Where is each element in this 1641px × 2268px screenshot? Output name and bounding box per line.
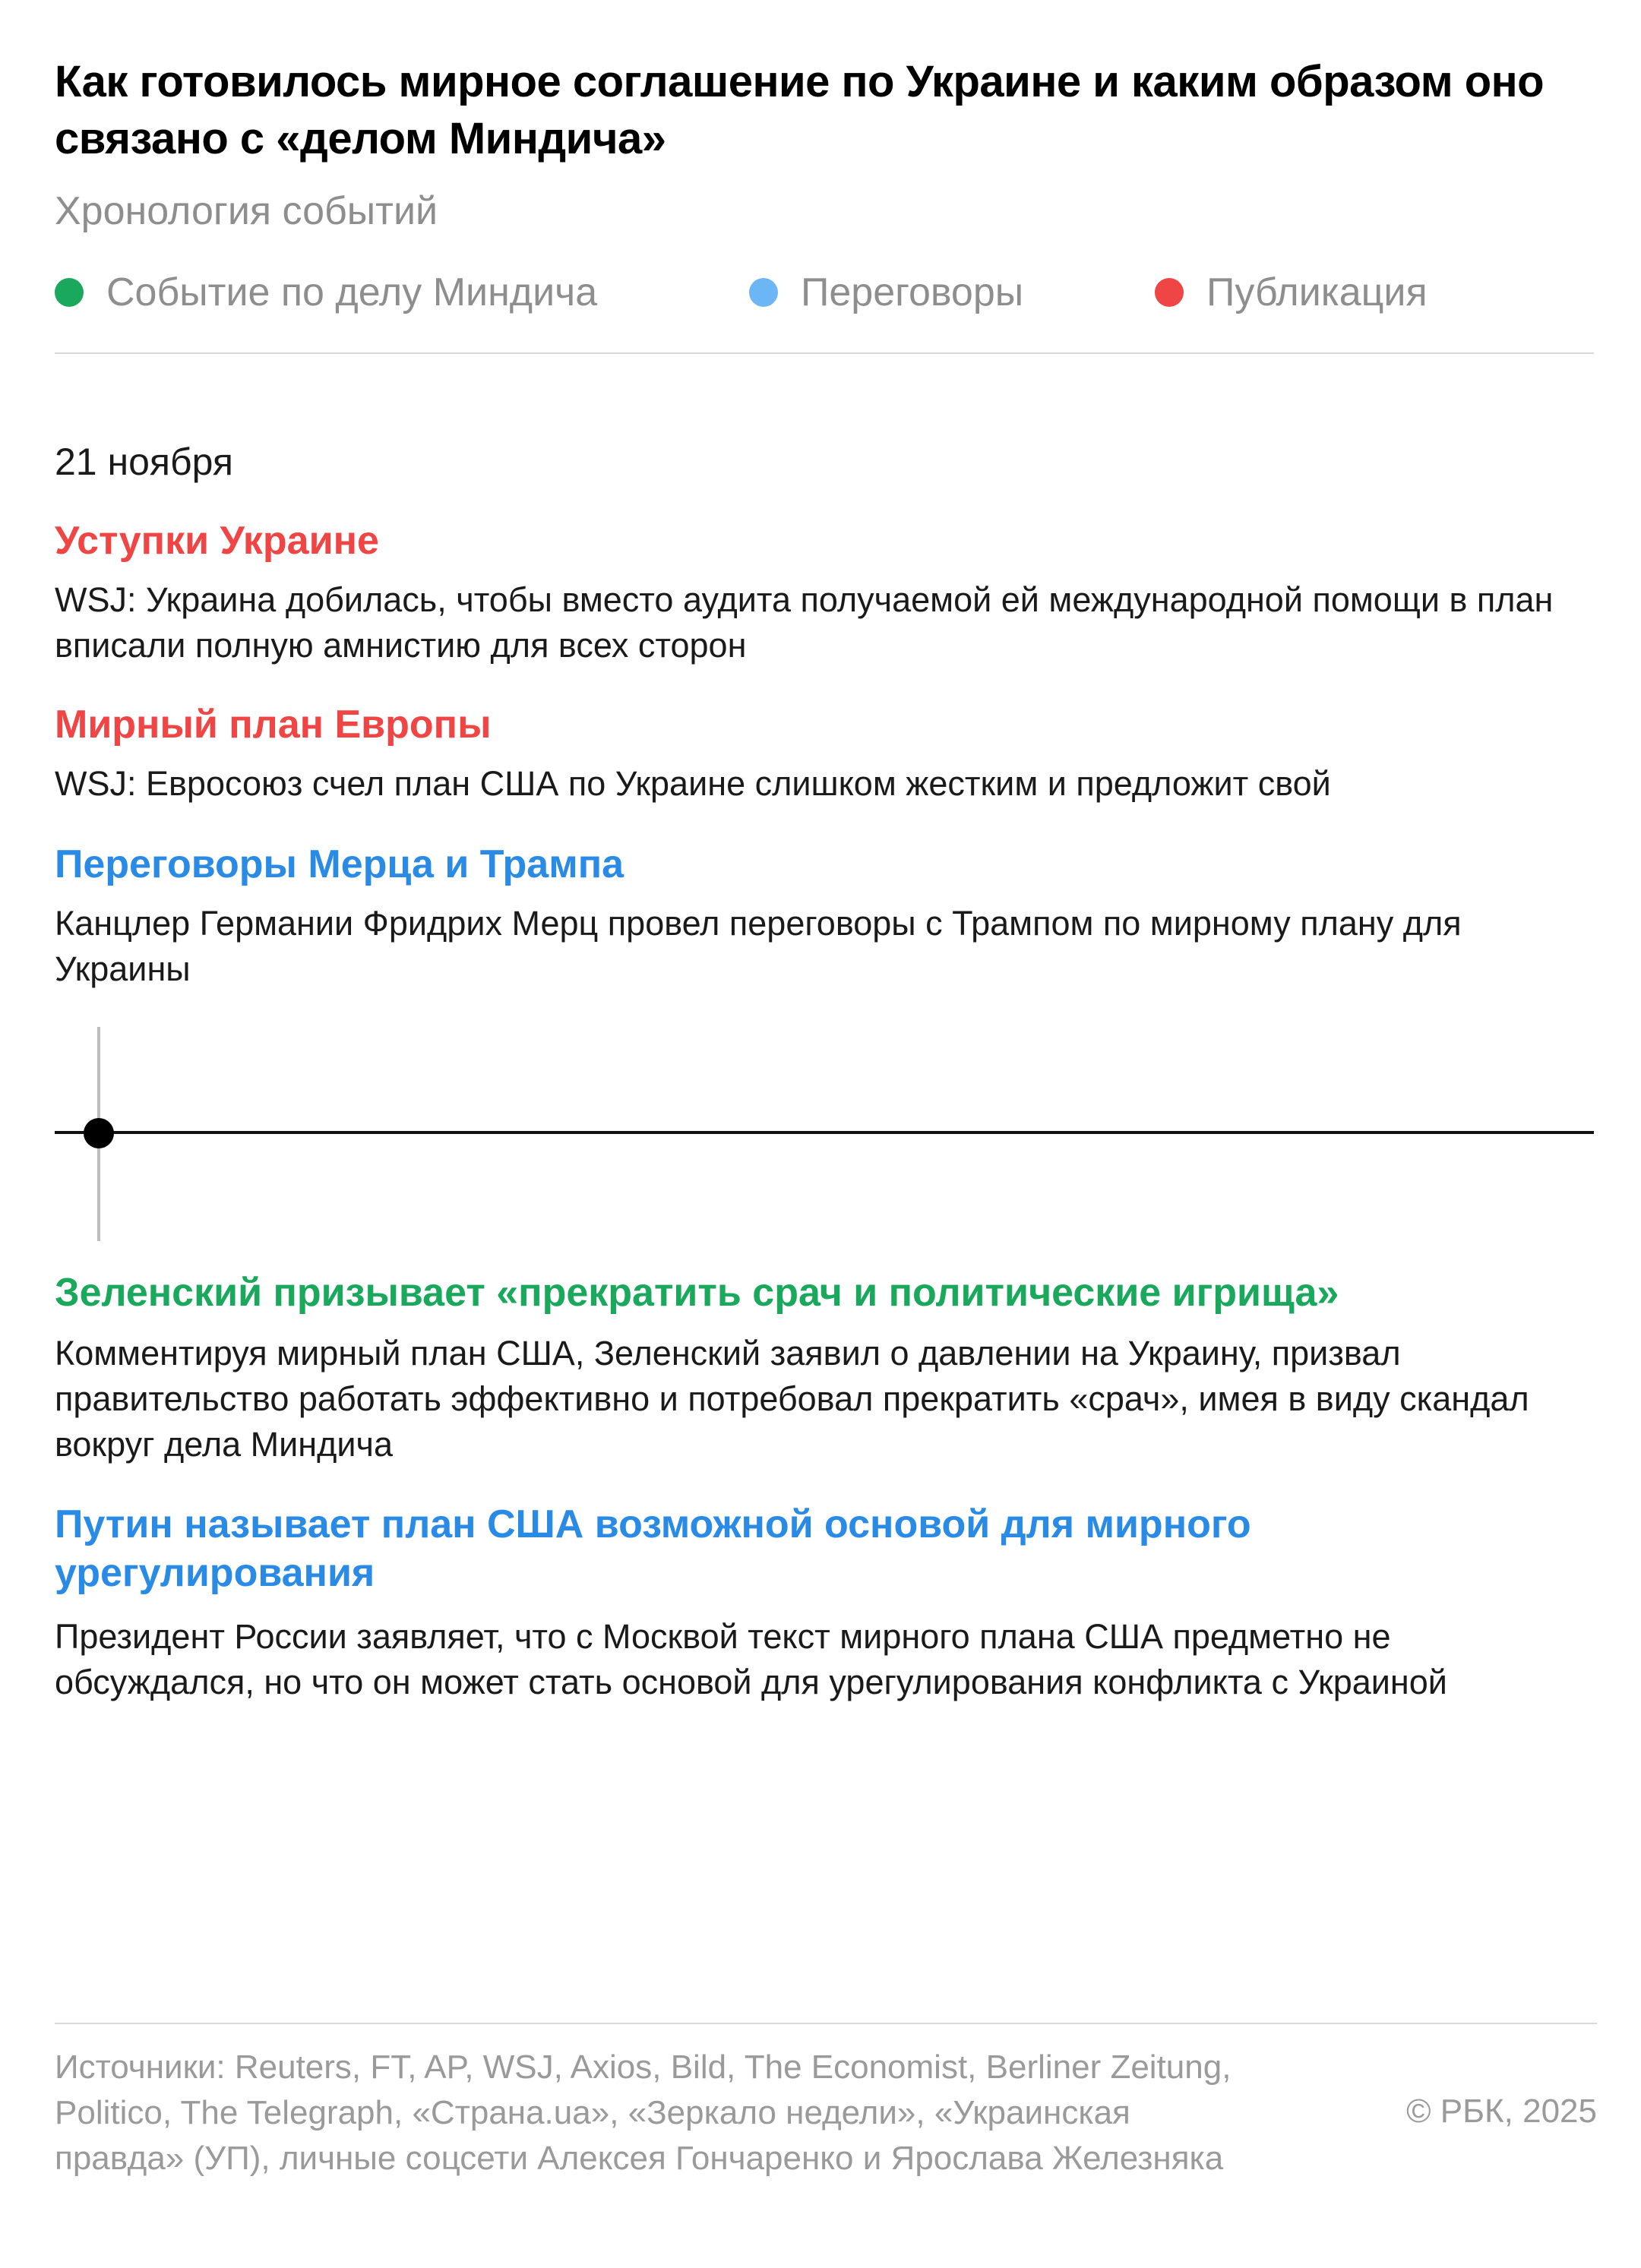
event-text: Комментируя мирный план США, Зеленский заявил о давлении на Украину, призвал правительство работать эффективно и потребовал прекратить «срач», имея в виду скандал вокруг дела Миндича xyxy=(55,1334,1529,1464)
event-title: Уступки Украине xyxy=(55,519,379,563)
legend-dot-blue-icon xyxy=(749,278,778,307)
event-text: Президент России заявляет, что с Москвой текст мирного плана США предметно не обсуждался, но что он может стать основой для урегулирования конфликта с Украиной xyxy=(55,1617,1447,1701)
timeline-marker-icon xyxy=(84,1118,114,1148)
event-zelensky-call xyxy=(55,1268,1594,1467)
event-putin-us-plan xyxy=(55,1500,1594,1705)
event-concessions-ukraine xyxy=(55,516,1594,668)
infographic xyxy=(55,0,1597,2268)
legend-label: Событие по делу Миндича xyxy=(106,270,598,314)
legend-item-mindich xyxy=(55,270,597,315)
event-merz-trump-talks xyxy=(55,840,1594,992)
timeline-axis xyxy=(55,1131,1594,1134)
event-text: Канцлер Германии Фридрих Мерц провел переговоры с Трампом по мирному плану для Украины xyxy=(55,904,1462,988)
event-title: Путин называет план США возможной основой для мирного урегулирования xyxy=(55,1502,1251,1595)
event-text: WSJ: Украина добилась, чтобы вместо аудита получаемой ей международной помощи в план вписали полную амнистию для всех сторон xyxy=(55,580,1554,665)
copyright: © РБК, 2025 xyxy=(1406,2093,1597,2130)
legend-item-negotiations xyxy=(749,270,1023,315)
header-divider xyxy=(55,352,1594,354)
event-title: Зеленский призывает «прекратить срач и политические игрища» xyxy=(55,1271,1339,1315)
legend xyxy=(55,270,1594,315)
sources-note: Источники: Reuters, FT, AP, WSJ, Axios, Bild, The Economist, Berliner Zeitung, Politico, The Telegraph, «Страна.ua», «Зеркало недели», «Украинская правда» (УП), личные соцсети Алексея Гончаренко и Ярослава Железняка xyxy=(55,2048,1232,2177)
page-subtitle: Хронология событий xyxy=(55,189,438,233)
event-title: Переговоры Мерца и Трампа xyxy=(55,842,624,886)
footer-divider xyxy=(55,2023,1597,2024)
event-title: Мирный план Европы xyxy=(55,703,492,747)
legend-label: Публикация xyxy=(1206,270,1428,314)
event-text: WSJ: Евросоюз счел план США по Украине слишком жестким и предложит свой xyxy=(55,764,1331,803)
legend-dot-red-icon xyxy=(1155,278,1184,307)
page-title: Как готовилось мирное соглашение по Украине и каким образом оно связано с «делом Миндича» xyxy=(55,57,1545,163)
legend-item-publication xyxy=(1155,270,1428,315)
event-europe-peace-plan xyxy=(55,700,1594,807)
legend-label: Переговоры xyxy=(801,270,1024,314)
timeline-date: 21 ноября xyxy=(55,441,233,483)
legend-dot-green-icon xyxy=(55,278,84,307)
